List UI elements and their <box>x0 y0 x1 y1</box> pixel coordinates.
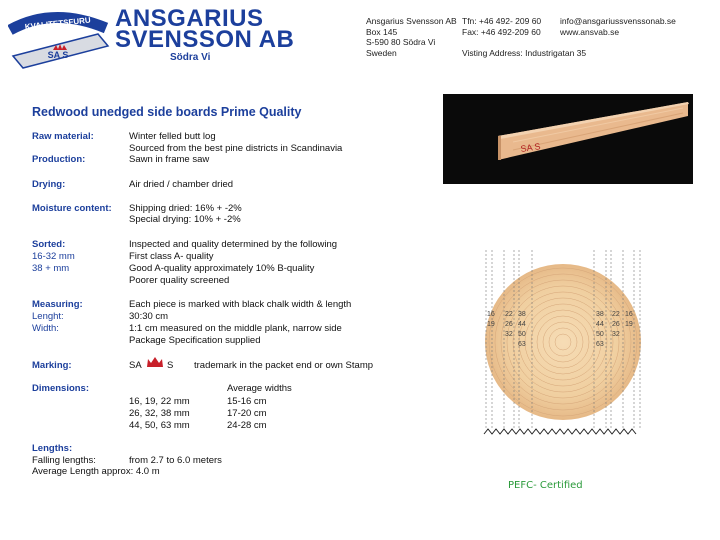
svg-text:22: 22 <box>612 311 620 318</box>
svg-text:16: 16 <box>487 311 495 318</box>
board-stamp: SA S <box>519 141 542 154</box>
measuring-value: Each piece is marked with black chalk width & length <box>129 299 352 310</box>
sorted-value: Good A-quality approximately 10% B-quality <box>129 263 315 274</box>
svg-text:22: 22 <box>505 311 513 318</box>
address-line: Sweden <box>366 47 397 58</box>
measuring-label: Measuring: <box>32 299 83 310</box>
svg-text:44: 44 <box>518 321 526 328</box>
company-name-line1: ANSGARIUS <box>115 5 264 32</box>
moisture-value: Shipping dried: 16% + -2% <box>129 203 242 214</box>
width-label: Width: <box>32 323 59 334</box>
drying-label: Drying: <box>32 179 66 190</box>
marking-s: S <box>167 360 174 371</box>
svg-text:38: 38 <box>518 311 526 318</box>
svg-text:44: 44 <box>596 321 604 328</box>
address-line: S-590 80 Södra Vi <box>366 37 436 47</box>
fax-line: Fax: +46 492-209 60 <box>462 26 541 37</box>
svg-text:50: 50 <box>518 331 526 338</box>
svg-text:38: 38 <box>596 311 604 318</box>
package-value: Package Specification supplied <box>129 335 261 346</box>
svg-text:19: 19 <box>487 321 495 328</box>
svg-text:32: 32 <box>612 331 620 338</box>
sorted-value: Poorer quality screened <box>129 275 230 286</box>
website-link[interactable]: www.ansvab.se <box>560 26 620 37</box>
sorted-label: Sorted: <box>32 239 66 250</box>
svg-text:63: 63 <box>518 341 526 348</box>
falling-value: from 2.7 to 6.0 meters <box>129 455 222 466</box>
dimension-mm: 16, 19, 22 mm <box>129 396 190 407</box>
crown-icon <box>146 356 164 368</box>
svg-text:32: 32 <box>505 331 513 338</box>
svg-text:16: 16 <box>625 311 633 318</box>
phone-line: Tfn: +46 492- 209 60 <box>462 16 542 26</box>
lengths-label: Lengths: <box>32 443 73 454</box>
dimension-width: 17-20 cm <box>227 408 267 419</box>
marking-label: Marking: <box>32 360 72 371</box>
svg-text:26: 26 <box>612 321 620 328</box>
moisture-label: Moisture content: <box>32 203 112 214</box>
address-line: Ansgarius Svensson AB <box>366 16 457 26</box>
company-location: Södra Vi <box>170 52 211 63</box>
logo-mark-text: SA S <box>47 50 69 60</box>
lenght-value: 30:30 cm <box>129 311 169 322</box>
visiting-address: Visting Address: Industrigatan 35 <box>462 47 587 58</box>
logo-badge-text: KVALITETSFURU <box>24 15 92 32</box>
dimensions-label: Dimensions: <box>32 383 90 394</box>
log-cross-section <box>478 250 648 440</box>
sorted-sub-label: 16-32 mm <box>32 251 75 262</box>
dimension-width: 24-28 cm <box>227 420 267 431</box>
company-web <box>560 16 676 37</box>
production-value: Sawn in frame saw <box>129 154 210 165</box>
svg-text:19: 19 <box>625 321 633 328</box>
width-value: 1:1 cm measured on the middle plank, narrow side <box>129 323 342 334</box>
falling-label: Falling lengths: <box>32 455 96 466</box>
raw-material-label: Raw material: <box>32 131 94 142</box>
pefc-certified: PEFC- Certified <box>508 480 583 491</box>
sorted-value: Inspected and quality determined by the following <box>129 239 338 250</box>
raw-material-value: Sourced from the best pine districts in Scandinavia <box>129 143 343 154</box>
company-address <box>366 16 457 58</box>
average-length: Average Length approx: 4.0 m <box>32 466 160 477</box>
saw-blade-icon <box>484 429 636 434</box>
sorted-sub-label: 38 + mm <box>32 263 70 274</box>
page-title: Redwood unedged side boards Prime Quality <box>32 105 302 119</box>
dimension-width: 15-16 cm <box>227 396 267 407</box>
dimension-mm: 44, 50, 63 mm <box>129 420 190 431</box>
lenght-label: Lenght: <box>32 311 64 322</box>
avg-widths-header: Average widths <box>227 383 292 394</box>
address-line: Box 145 <box>366 26 398 37</box>
drying-value: Air dried / chamber dried <box>129 179 234 190</box>
company-name-line2: SVENSSON AB <box>115 26 295 53</box>
production-label: Production: <box>32 154 86 165</box>
moisture-value: Special drying: 10% + -2% <box>129 214 241 225</box>
raw-material-value: Winter felled butt log <box>129 131 216 142</box>
company-name <box>115 5 295 53</box>
marking-sa: SA <box>129 360 142 371</box>
svg-text:50: 50 <box>596 331 604 338</box>
svg-text:63: 63 <box>596 341 604 348</box>
sorted-value: First class A- quality <box>129 251 214 262</box>
dimension-mm: 26, 32, 38 mm <box>129 408 190 419</box>
marking-text: trademark in the packet end or own Stamp <box>194 360 374 371</box>
board-photo <box>443 94 693 184</box>
svg-text:26: 26 <box>505 321 513 328</box>
email-link[interactable]: info@ansgariussvenssonab.se <box>560 16 676 26</box>
